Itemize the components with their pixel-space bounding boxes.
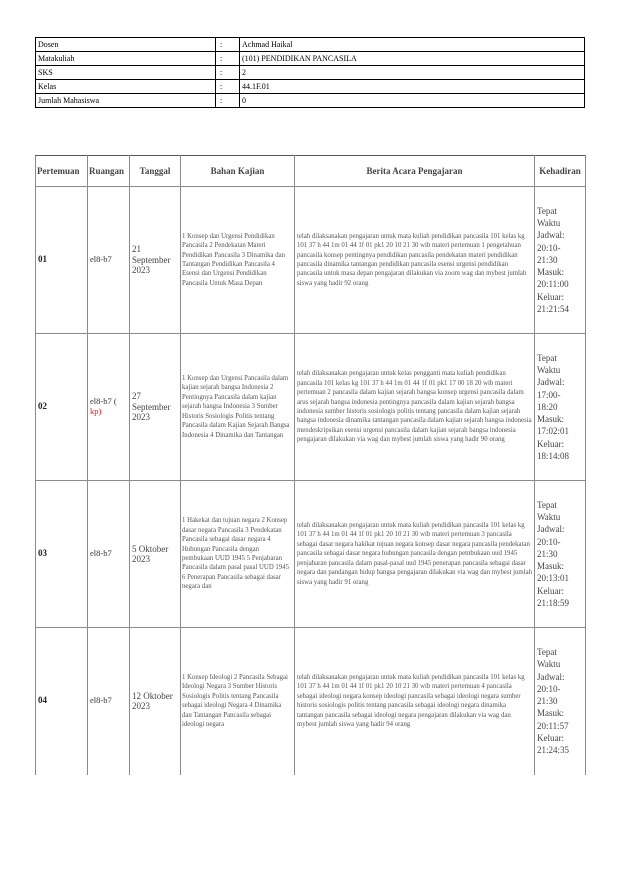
cell-pertemuan: 03 — [36, 481, 88, 628]
ruangan-note: kp) — [90, 406, 102, 416]
ruangan-label: el8-b7 — [90, 548, 112, 559]
cell-tanggal: 12 Oktober 2023 — [130, 628, 181, 775]
header-tanggal: Tanggal — [130, 156, 181, 187]
cell-berita-acara: telah dilaksanakan pengajaran untuk mata kuliah pendidikan pancasila 101 kelas kg 101 37 h 44 1m 01 44 1f 01 pk1 20 10 21 30 wib materi pertemuan 1 pengetahuan pancasila konsep pentingnya pendidikan pancasila pendekatan materi pendidikan pancasila dinamika tantangan pendidikan pancasila esensi urgensi pendidikan pancasila untuk masa depan pengajaran dilakukan via zoom wag dan mybest jumlah siswa yang hadir 92 orang — [295, 187, 535, 334]
kehadiran-line: 18:14:08 — [537, 451, 570, 462]
kehadiran-line: Tepat — [537, 205, 557, 216]
kehadiran-line: Waktu — [537, 659, 561, 670]
kehadiran-line: Tepat — [537, 352, 557, 363]
table-header-row — [36, 156, 586, 187]
info-value: 44.1F.01 — [240, 80, 585, 94]
kehadiran-line: Waktu — [537, 511, 561, 522]
table-row — [36, 334, 586, 481]
cell-bahan-kajian: 1 Konsep dan Urgensi Pancasila dalam kajian sejarah bangsa Indonesia 2 Pentingnya Pancasila dalam kajian sejarah bangsa Indonesia 3 Sumber Historis Sosiologis Politis tentang Pancasila dalam Kajian Sejarah Bangsa Indonesia 4 Dinamika dan Tantangan — [181, 334, 295, 481]
cell-berita-acara: telah dilaksanakan pengajaran untuk kelas pengganti mata kuliah pendidikan pancasila 101 kelas kg 101 37 h 44 1m 01 44 1f 01 pk1 17 00 18 20 wib materi pertemuan 2 pancasila dalam kajian sejarah bangsa konsep urgensi pancasila dalam arus sejarah bangsa indonesia pentingnya pancasila dalam kajian sejarah bangsa indonesia sumber historis sosiologis politis tentang pancasila dalam kajian sejarah bangsa indonesia dinamika tantangan pancasila dalam kajian sejarah bangsa indonesia mendeskripsikan esensi urgensi pancasila dalam kajian sejarah bangsa indonesia pengajaran dilakukan via wag dan mybest jumlah siswa yang hadir 90 orang — [295, 334, 535, 481]
kehadiran-line: Keluar: — [537, 438, 564, 449]
info-row — [36, 38, 585, 52]
kehadiran-line: 20:10- — [537, 242, 561, 253]
info-label: Kelas — [36, 80, 216, 94]
info-colon: : — [216, 52, 240, 66]
kehadiran-line: 20:10- — [537, 536, 561, 547]
kehadiran-line: 21:30 — [537, 696, 558, 707]
kehadiran-line: 21:30 — [537, 254, 558, 265]
kehadiran-line: 17:02:01 — [537, 426, 570, 437]
cell-tanggal: 27 September 2023 — [130, 334, 181, 481]
kehadiran-line: Jadwal: — [537, 671, 565, 682]
kehadiran-line: 17:00- — [537, 389, 561, 400]
info-value: 0 — [240, 94, 585, 108]
info-row — [36, 66, 585, 80]
table-row — [36, 481, 586, 628]
header-berita-acara: Berita Acara Pengajaran — [295, 156, 535, 187]
cell-pertemuan: 01 — [36, 187, 88, 334]
cell-ruangan — [88, 334, 130, 481]
info-value: 2 — [240, 66, 585, 80]
kehadiran-line: 21:24:35 — [537, 745, 570, 756]
kehadiran-line: Masuk: — [537, 561, 564, 572]
info-value: (101) PENDIDIKAN PANCASILA — [240, 52, 585, 66]
info-label: SKS — [36, 66, 216, 80]
cell-kehadiran — [535, 187, 586, 334]
kehadiran-line: Jadwal: — [537, 524, 565, 535]
kehadiran-line: Masuk: — [537, 267, 564, 278]
cell-berita-acara: telah dilaksanakan pengajaran untuk mata kuliah pendidikan pancasila 101 kelas kg 101 37 h 44 1m 01 44 1f 01 pk1 20 10 21 30 wib materi pertemuan 4 pancasila sebagai ideologi negara konsep ideologi pancasila sebagai ideologi negara sumber historis sosiologis politis tentang pancasila sebagai ideologi negara dinamika tantangan pancasila sebagai ideologi negara pengajaran dilakukan via wag dan mybest jumlah siswa yang hadir 94 orang — [295, 628, 535, 775]
header-bahan-kajian: Bahan Kajian — [181, 156, 295, 187]
kehadiran-line: 21:30 — [537, 548, 558, 559]
table-row — [36, 187, 586, 334]
cell-ruangan — [88, 628, 130, 775]
cell-tanggal: 5 Oktober 2023 — [130, 481, 181, 628]
info-value: Achmad Haikal — [240, 38, 585, 52]
cell-bahan-kajian: 1 Konsep Ideologi 2 Pancasila Sebagai Ideologi Negara 3 Sumber Historis Sosiologis Politis tentang Pancasila sebagai ideologi Negara 4 Dinamika dan Tantangan Pancasila sebagai ideologi negara — [181, 628, 295, 775]
attendance-table — [35, 155, 586, 775]
info-colon: : — [216, 66, 240, 80]
info-label: Jumlah Mahasiswa — [36, 94, 216, 108]
cell-ruangan — [88, 187, 130, 334]
cell-kehadiran — [535, 481, 586, 628]
course-info-table — [35, 37, 585, 108]
header-ruangan: Ruangan — [88, 156, 130, 187]
kehadiran-line: 20:11:00 — [537, 279, 569, 290]
ruangan-label: el8-b7 ( — [90, 396, 117, 407]
info-row — [36, 94, 585, 108]
info-label: Dosen — [36, 38, 216, 52]
kehadiran-line: 18:20 — [537, 401, 558, 412]
cell-pertemuan: 02 — [36, 334, 88, 481]
kehadiran-line: Tepat — [537, 499, 557, 510]
kehadiran-line: 20:10- — [537, 683, 561, 694]
ruangan-label: el8-b7 — [90, 254, 112, 265]
info-row — [36, 52, 585, 66]
kehadiran-line: Keluar: — [537, 291, 564, 302]
kehadiran-line: 20:13:01 — [537, 573, 570, 584]
info-colon: : — [216, 80, 240, 94]
info-row — [36, 80, 585, 94]
cell-tanggal: 21 September 2023 — [130, 187, 181, 334]
kehadiran-line: Masuk: — [537, 708, 564, 719]
kehadiran-line: Keluar: — [537, 585, 564, 596]
cell-ruangan — [88, 481, 130, 628]
ruangan-label: el8-b7 — [90, 695, 112, 706]
kehadiran-line: Masuk: — [537, 414, 564, 425]
info-label: Matakuliah — [36, 52, 216, 66]
cell-pertemuan: 04 — [36, 628, 88, 775]
kehadiran-line: 20:11:57 — [537, 720, 569, 731]
kehadiran-line: 21:21:54 — [537, 304, 570, 315]
cell-kehadiran — [535, 628, 586, 775]
cell-bahan-kajian: 1 Konsep dan Urgensi Pendidikan Pancasila 2 Pendekatan Materi Pendidikan Pancasila 3 Dinamika dan Tantangan Pendidikan Pancasila 4 Esensi dan Urgensi Pendidikan Pancasila Untuk Masa Depan — [181, 187, 295, 334]
kehadiran-line: Waktu — [537, 217, 561, 228]
cell-kehadiran — [535, 334, 586, 481]
kehadiran-line: Waktu — [537, 364, 561, 375]
header-pertemuan: Pertemuan — [36, 156, 88, 187]
kehadiran-line: Jadwal: — [537, 377, 565, 388]
table-row — [36, 628, 586, 775]
kehadiran-line: Keluar: — [537, 732, 564, 743]
kehadiran-line: Tepat — [537, 646, 557, 657]
kehadiran-line: 21:18:59 — [537, 598, 570, 609]
info-colon: : — [216, 38, 240, 52]
cell-berita-acara: telah dilaksanakan pengajaran untuk mata kuliah pendidikan pancasila 101 kelas kg 101 37 h 44 1m 01 44 1f 01 pk1 20 10 21 30 wib materi pertemuan 3 pancasila sebagai dasar negara hakikat tujuan negara konsep dasar negara pancasila pendekatan pancasila sebagai dasar negara hubungan pancasila dengan pembukaan uud 1945 penjabaran pancasila dalam pasal-pasal uud 1945 penerapan pancasila sebagai dasar negara dan pandangan hidup bangsa pengajaran dilakukan via wag dan mybest jumlah siswa yang hadir 91 orang — [295, 481, 535, 628]
cell-bahan-kajian: 1 Hakekat dan tujuan negara 2 Konsep dasar negara Pancasila 3 Pendekatan Pancasila sebagai dasar negara 4 Hubungan Pancasila dengan pembukaan UUD 1945 5 Penjabaran Pancasila dalam pasal pasal UUD 1945 6 Penerapan Pancasila sebagai dasar negara dan — [181, 481, 295, 628]
info-colon: : — [216, 94, 240, 108]
header-kehadiran: Kehadiran — [535, 156, 586, 187]
kehadiran-line: Jadwal: — [537, 230, 565, 241]
